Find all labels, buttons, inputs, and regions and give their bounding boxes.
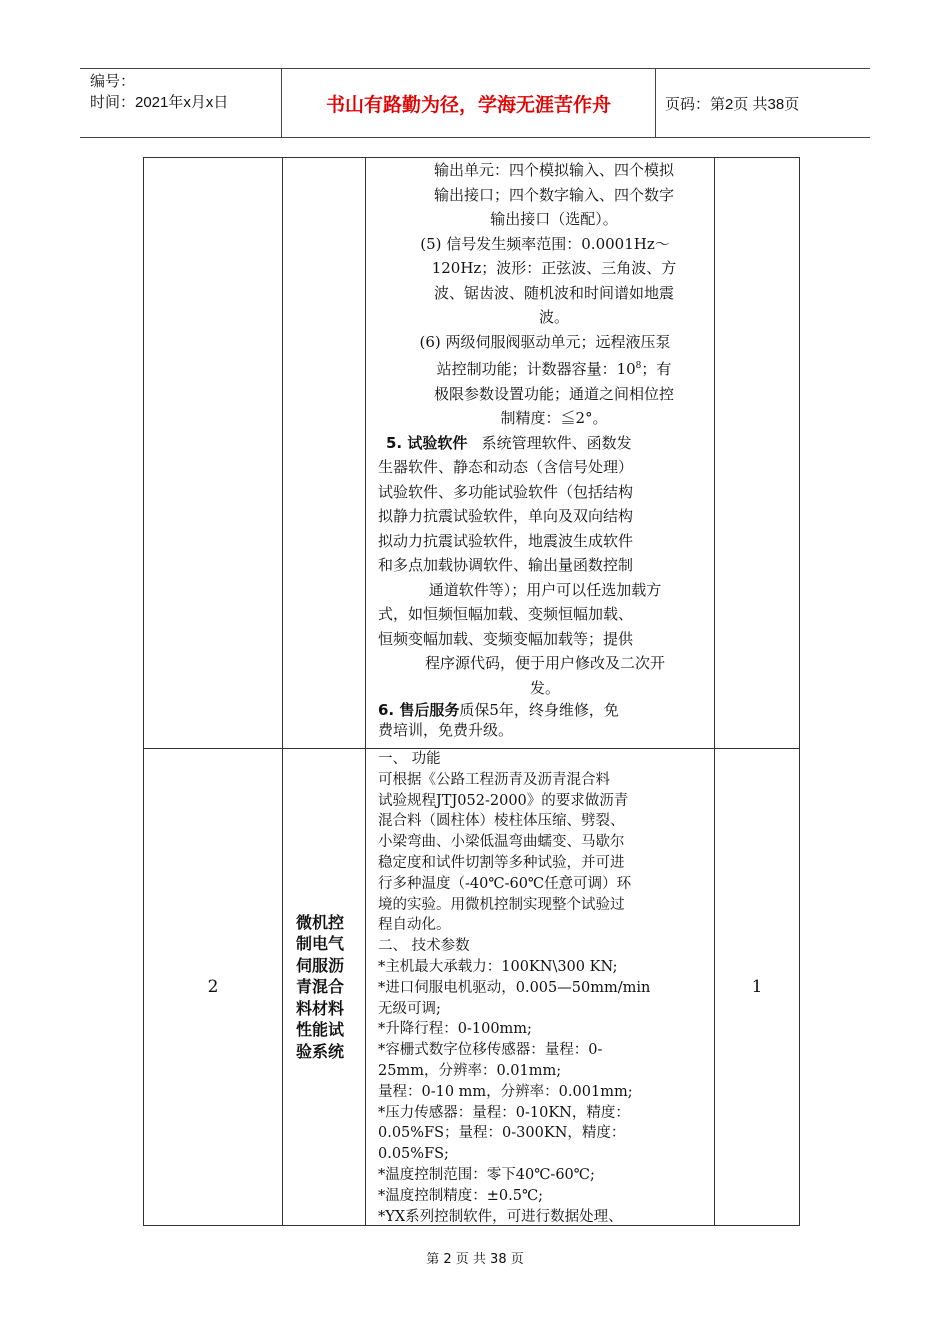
name-line: 制电气 <box>296 934 345 954</box>
spec-line: (5) 信号发生频率范围：0.0001Hz～ <box>420 234 670 253</box>
spec-line: 试验软件、多功能试验软件（包括结构 <box>378 482 634 501</box>
spec-line: *容栅式数字位移传感器：量程：0- <box>378 1042 603 1059</box>
row2-name <box>283 749 365 1225</box>
number-label: 编号： <box>90 73 136 90</box>
page-header <box>80 68 870 138</box>
spec-line: 可根据《公路工程沥青及沥青混合料 <box>378 771 610 788</box>
page-footer: 第 2 页 共 38 页 <box>426 1252 524 1267</box>
spec-line: 25mm，分辨率：0.01mm; <box>378 1062 562 1079</box>
counter-text: 站控制功能；计数器容量：10 <box>436 360 636 378</box>
spec-line: 混合料（圆柱体）棱柱体压缩、劈裂、 <box>378 813 625 830</box>
spec-line: 制精度：≦2°。 <box>500 409 608 427</box>
spec-line: 和多点加载协调软件、输出量函数控制 <box>378 556 634 574</box>
spec-line: 拟动力抗震试验软件，地震波生成软件 <box>378 531 634 550</box>
header-page-info: 页码：第2页 共38页 <box>665 95 800 113</box>
name-line: 伺服沥 <box>296 955 345 975</box>
spec-line: 波、锯齿波、随机波和时间谱如地震 <box>433 283 674 302</box>
spec-line: *温度控制范围：零下40℃-60℃; <box>378 1166 595 1183</box>
row1-spec-cell <box>378 158 712 740</box>
spec-line <box>378 431 712 456</box>
spec-line <box>378 700 712 720</box>
spec-line: (6) 两级伺服阀驱动单元；远程液压泵 <box>419 332 671 351</box>
spec-line: *升降行程：0-100mm; <box>378 1021 532 1038</box>
row2-index: 2 <box>207 977 219 997</box>
equipment-table <box>143 157 800 1226</box>
spec-line: 0.05%FS；量程：0-300KN，精度： <box>378 1125 626 1142</box>
spec-line: 二、 技术参数 <box>378 938 470 955</box>
spec-line: 生器软件、静态和动态（含信号处理） <box>378 458 634 476</box>
spec-line: 程自动化。 <box>378 917 451 934</box>
spec-line: 通道软件等）；用户可以任选加载方 <box>428 580 662 599</box>
counter-exponent: 8 <box>635 361 642 371</box>
row2-quantity: 1 <box>751 977 763 997</box>
header-meta <box>80 69 282 137</box>
spec-line: *进口伺服电机驱动，0.005—50mm/min <box>378 979 651 996</box>
name-line: 微机控 <box>296 912 345 932</box>
spec-line: 稳定度和试件切割等多种试验，并可进 <box>378 854 625 871</box>
spec-line: 恒频变幅加载、变频变幅加载等；提供 <box>378 629 634 648</box>
spec-line: 一、 功能 <box>378 751 441 767</box>
spec-line: 输出接口；四个数字输入、四个数字 <box>433 185 674 204</box>
spec-line: 输出单元：四个模拟输入、四个模拟 <box>433 161 674 179</box>
spec-line: 无级可调; <box>378 1000 441 1017</box>
counter-tail: ；有 <box>641 360 672 378</box>
name-line: 料材料 <box>296 998 345 1018</box>
spec-line: 0.05%FS; <box>378 1146 449 1163</box>
name-line: 青混合 <box>296 977 345 997</box>
name-line: 验系统 <box>296 1041 345 1061</box>
row2-spec-cell <box>378 749 714 1227</box>
spec-line: 式，如恒频恒幅加载、变频恒幅加载、 <box>378 605 634 623</box>
spec-line <box>378 354 712 382</box>
spec-line: 量程：0-10 mm，分辨率：0.001mm; <box>378 1083 633 1100</box>
header-motto: 书山有路勤为径，学海无涯苦作舟 <box>282 69 656 137</box>
software-text: 系统管理软件、函数发 <box>481 433 632 452</box>
spec-line: *主机最大承载力：100KN\300 KN; <box>378 958 618 975</box>
spec-line: 波。 <box>538 308 569 326</box>
spec-line: 行多种温度（-40℃-60℃任意可调）环 <box>378 875 632 892</box>
spec-line: *压力传感器：量程：0-10KN，精度： <box>378 1104 630 1121</box>
spec-line: 境的实验。用微机控制实现整个试验过 <box>378 896 625 913</box>
spec-line: 费培训，免费升级。 <box>378 721 514 739</box>
date-line: 时间：2021年x月x日 <box>90 94 229 111</box>
spec-line: *YX系列控制软件，可进行数据处理、 <box>378 1208 623 1225</box>
spec-line: *温度控制精度：±0.5℃; <box>378 1187 544 1204</box>
spec-line: 输出接口（选配）。 <box>490 210 618 228</box>
spec-line: 极限参数设置功能；通道之间相位控 <box>433 384 674 403</box>
spec-line: 拟静力抗震试验软件，单向及双向结构 <box>378 507 634 525</box>
spec-line: 试验规程JTJ052-2000》的要求做沥青 <box>378 792 629 809</box>
name-line: 性能试 <box>296 1020 345 1040</box>
software-title: 5. 试验软件 <box>386 433 468 452</box>
spec-line: 程序源代码，便于用户修改及二次开 <box>424 654 665 672</box>
service-text: 质保5年，终身维修，免 <box>459 701 619 719</box>
service-title: 6. 售后服务 <box>378 701 460 719</box>
column-divider <box>365 158 366 1225</box>
spec-line: 发。 <box>529 678 560 697</box>
spec-line: 小梁弯曲、小梁低温弯曲蠕变、马歇尔 <box>378 834 625 851</box>
spec-line: 120Hz；波形：正弦波、三角波、方 <box>431 259 677 277</box>
